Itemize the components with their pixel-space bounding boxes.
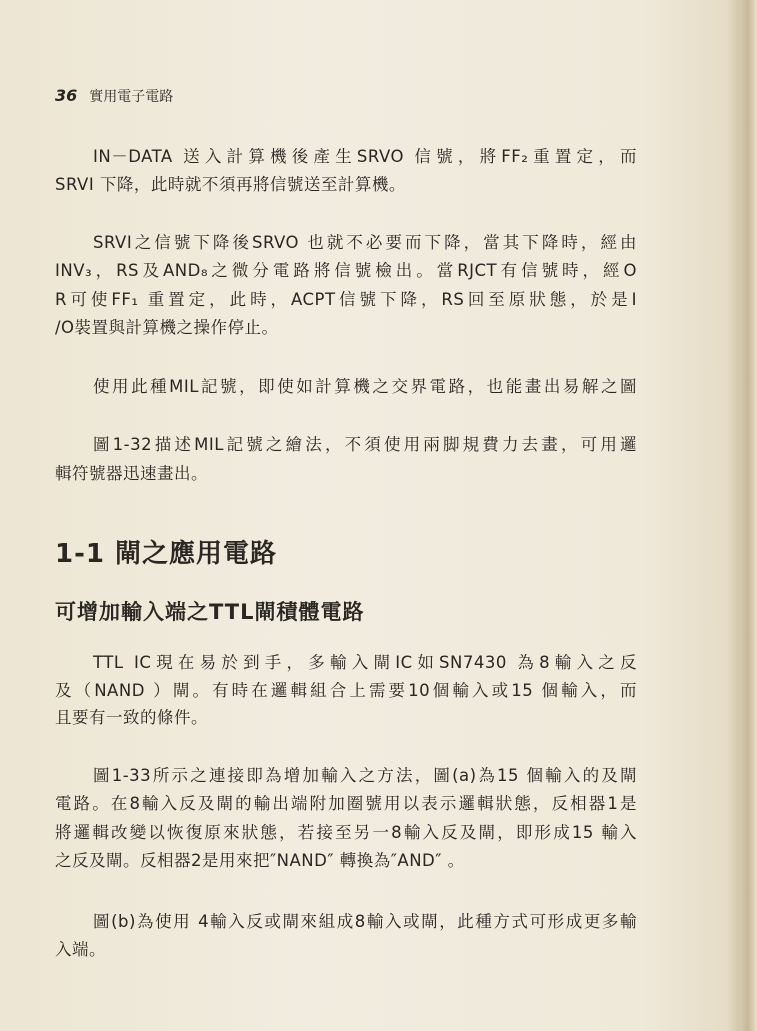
- paragraph-line: 圖1-32描述MIL記號之繪法，不須使用兩脚規費力去畫，可用邏: [93, 435, 637, 454]
- paragraph-line: IN－DATA 送入計算機後產生SRVO 信號，將FF₂重置定，而: [93, 147, 637, 166]
- paragraph-line: 入端。: [55, 940, 106, 959]
- paragraph-line: TTL IC現在易於到手，多輸入閘IC如SN7430 為8輸入之反: [93, 653, 637, 672]
- page-edge: [739, 0, 757, 1031]
- running-header: [55, 86, 173, 106]
- paragraph-line: INV₃，RS及AND₈之微分電路將信號檢出。當RJCT有信號時，經O: [55, 261, 637, 280]
- paragraph-line: 圖(b)為使用 4輸入反或閘來組成8輸入或閘，此種方式可形成更多輸: [93, 912, 637, 931]
- paragraph-line: 輯符號器迅速畫出。: [55, 464, 208, 483]
- paragraph-line: 且要有一致的條件。: [55, 708, 208, 727]
- paragraph-line: /O裝置與計算機之操作停止。: [55, 318, 279, 337]
- paragraph-line: 圖1-33所示之連接即為增加輸入之方法，圖(a)為15 個輸入的及閘: [93, 766, 637, 785]
- paragraph-line: 使用此種MIL記號，即使如計算機之交界電路，也能畫出易解之圖: [93, 377, 637, 396]
- paragraph-line: 之反及閘。反相器2是用來把″NAND″ 轉換為″AND″ 。: [55, 851, 465, 870]
- subsection-heading: 可增加輸入端之TTL閘積體電路: [55, 600, 365, 624]
- paragraph-line: SRVI之信號下降後SRVO 也就不必要而下降，當其下降時，經由: [93, 233, 637, 252]
- paragraph-line: SRVI 下降，此時就不須再將信號送至計算機。: [55, 175, 406, 194]
- paragraph-line: 及（NAND ）閘。有時在邏輯組合上需要10個輸入或15 個輸入，而: [55, 681, 637, 700]
- book-title: 實用電子電路: [89, 89, 174, 105]
- page-number: 36: [55, 86, 78, 105]
- paragraph-line: 電路。在8輸入反及閘的輸出端附加圈號用以表示邏輯狀態，反相器1是: [55, 794, 637, 813]
- paragraph-line: 將邏輯改變以恢復原來狀態，若接至另一8輸入反及閘，即形成15 輸入: [55, 823, 637, 842]
- paragraph-line: R可使FF₁ 重置定，此時，ACPT信號下降，RS回至原狀態，於是I: [55, 290, 637, 309]
- section-heading: 1-1 閘之應用電路: [55, 539, 278, 569]
